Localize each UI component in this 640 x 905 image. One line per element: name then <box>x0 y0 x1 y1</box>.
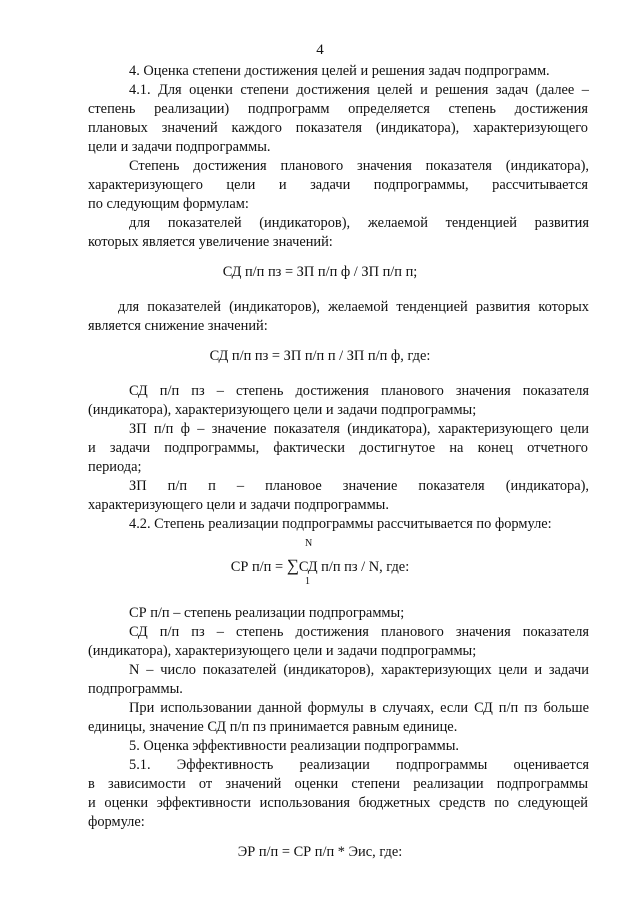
paragraph-usage-line: единицы, значение СД п/п пз принимается равным единице. <box>88 719 458 735</box>
definition-sd2-line: (индикатора), характеризующего цели и задачи подпрограммы; <box>88 643 477 659</box>
paragraph-4-1-line: цели и задачи подпрограммы. <box>88 139 271 155</box>
definition-n-line: подпрограммы. <box>88 681 183 697</box>
formula-efficiency: ЭР п/п = СР п/п * Эис, где: <box>237 844 403 860</box>
sum-expression <box>0 556 640 576</box>
formula-increase: СД п/п пз = ЗП п/п ф / ЗП п/п п; <box>222 264 418 280</box>
definition-zpf-line: периода; <box>88 459 142 475</box>
definition-sd2-line: СД п/п пз – степень достижения планового значения показателя <box>129 624 589 640</box>
paragraph-5-1-line: 5.1. Эффективность реализации подпрограммы оценивается <box>129 757 589 773</box>
sum-upper-limit: N <box>305 538 313 549</box>
definition-sd-line: (индикатора), характеризующего цели и задачи подпрограммы; <box>88 402 477 418</box>
paragraph-4-1-line: 4.1. Для оценки степени достижения целей и решения задач (далее – <box>129 82 589 98</box>
paragraph-5-1-line: формуле: <box>88 814 145 830</box>
paragraph-increase-line: которых является увеличение значений: <box>88 234 333 250</box>
definition-zpp-line: характеризующего цели и задачи подпрограммы. <box>88 497 389 513</box>
paragraph-degree-line: по следующим формулам: <box>88 196 249 212</box>
sigma-symbol: ∑ <box>286 556 299 575</box>
paragraph-degree-line: характеризующего цели и задачи подпрограммы, рассчитывается <box>88 177 588 193</box>
sum-right: СД п/п пз / N, где: <box>298 559 410 575</box>
paragraph-4-1-line: плановых значений каждого показателя (индикатора), характеризующего <box>88 120 588 136</box>
formula-decrease: СД п/п пз = ЗП п/п п / ЗП п/п ф, где: <box>209 348 431 364</box>
paragraph-decrease-line: для показателей (индикаторов), желаемой тенденцией развития которых <box>118 299 589 315</box>
formula-sum <box>0 538 640 588</box>
paragraph-increase-line: для показателей (индикаторов), желаемой тенденцией развития <box>129 215 589 231</box>
section-4-heading: 4. Оценка степени достижения целей и решения задач подпрограмм. <box>129 63 550 79</box>
paragraph-5-1-line: и оценки эффективности использования бюджетных средств по следующей <box>88 795 588 811</box>
paragraph-4-2: 4.2. Степень реализации подпрограммы рассчитывается по формуле: <box>129 516 552 532</box>
definition-n-line: N – число показателей (индикаторов), характеризующих цели и задачи <box>129 662 589 678</box>
page-number: 4 <box>316 42 324 58</box>
paragraph-usage-line: При использовании данной формулы в случаях, если СД п/п пз больше <box>129 700 589 716</box>
definition-zpf-line: и задачи подпрограммы, фактически достигнутое на конец отчетного <box>88 440 588 456</box>
definition-sr: СР п/п – степень реализации подпрограммы; <box>129 605 405 621</box>
sum-lower-limit: 1 <box>305 576 310 587</box>
definition-sd-line: СД п/п пз – степень достижения планового значения показателя <box>129 383 589 399</box>
section-5-heading: 5. Оценка эффективности реализации подпрограммы. <box>129 738 459 754</box>
definition-zpf-line: ЗП п/п ф – значение показателя (индикатора), характеризующего цели <box>129 421 589 437</box>
paragraph-5-1-line: в зависимости от значений оценки степени реализации подпрограммы <box>88 776 588 792</box>
paragraph-degree-line: Степень достижения планового значения показателя (индикатора), <box>129 158 589 174</box>
definition-zpp-line: ЗП п/п п – плановое значение показателя (индикатора), <box>129 478 589 494</box>
paragraph-decrease-line: является снижение значений: <box>88 318 268 334</box>
sum-left: СР п/п = <box>230 559 284 575</box>
paragraph-4-1-line: степень реализации) подпрограмм определяется степень достижения <box>88 101 588 117</box>
